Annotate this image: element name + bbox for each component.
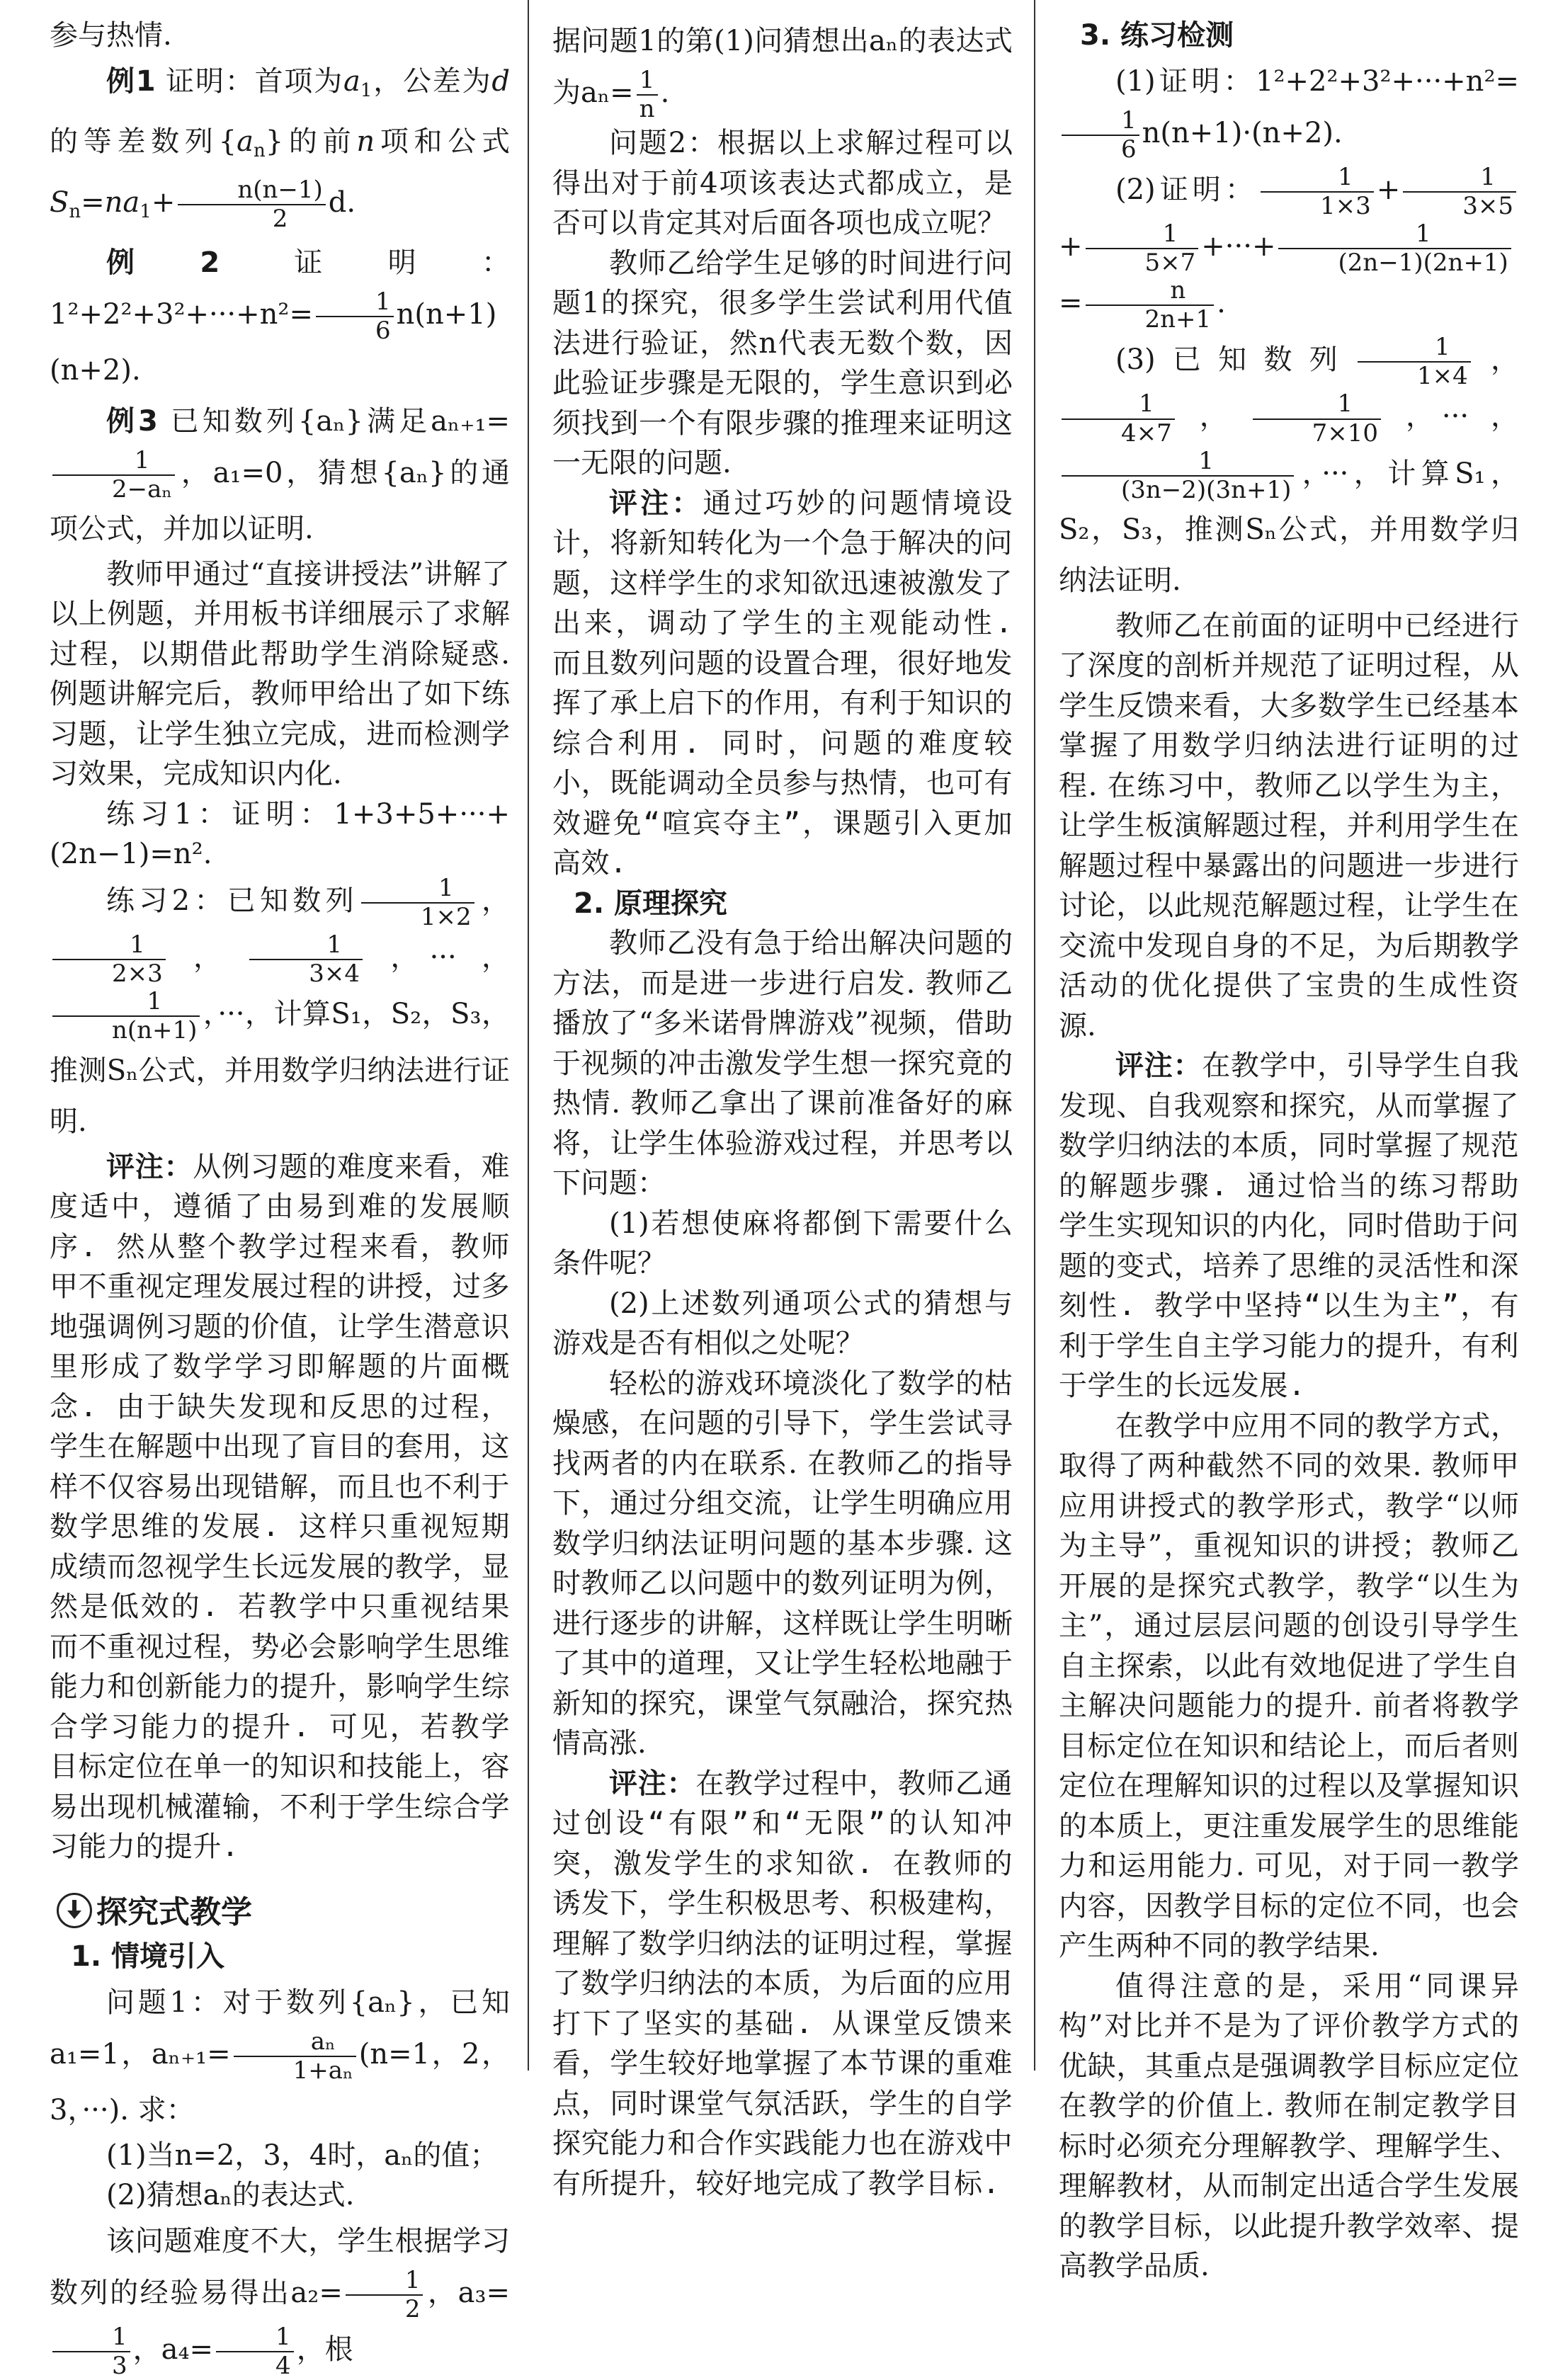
subsection-heading: 3. 练习检测 (1080, 19, 1234, 52)
fraction: $\frac{n(n-1)}{2}$ (178, 176, 325, 233)
fraction: $\frac{1}{1\times 4}$ (1358, 334, 1471, 390)
arrow-down-circle-icon (57, 1893, 92, 1928)
problem-1: 问题1：对于数列{aₙ}，已知a₁=1，aₙ₊₁= $\frac{\text{aₙ}}{\text{1+aₙ}}$ (n=1，2，3，···). 求： (50, 1986, 510, 2126)
fraction: $\frac{1}{1\times 2}$ (361, 875, 474, 931)
problem-1-part-1: (1)当n=2，3，4时，aₙ的值； (106, 2139, 499, 2172)
paragraph: 轻松的游戏环境淡化了数学的枯燥感，在问题的引导下，学生尝试寻找两者的内在联系. 在教师乙的指导下，通过分组交流，让学生明确应用数学归纳法证明问题的基本步骤. 这时教师乙以问题中的数列证明为例，进行逐步的讲解，这样既让学生明晰了其中的道理，又让学生轻松地融于新知的探究，课堂气氛融洽，探究热情高涨. (552, 1367, 1013, 1760)
column-right (1059, 16, 1519, 2287)
paragraph: 教师甲通过“直接讲授法”讲解了以上例题，并用板书详细展示了求解过程，以期借此帮助学生消除疑惑. 例题讲解完后，教师甲给出了如下练习题，让学生独立完成，进而检测学习效果，完成知识内化. (50, 557, 510, 791)
problem-1-part-2: (2)猜想aₙ的表达式. (106, 2179, 355, 2212)
paragraph: 教师乙在前面的证明中已经进行了深度的剖析并规范了证明过程，从学生反馈来看，大多数学生已经基本掌握了用数学归纳法进行证明的过程. 在练习中，教师乙以学生为主，让学生板演解题过程，并利用学生在解题过程中暴露出的问题进一步进行讨论，以此规范解题过程，让学生在交流中发现自身的不足，为后期教学活动的优化提供了宝贵的生成性资源. (1059, 609, 1519, 1042)
example-label: 例3 (106, 404, 158, 438)
exercise-1: (1)证明：1²+2²+3²+···+n²= $\frac{1}{6}$ n(n+1)·(n+2). (1059, 56, 1519, 164)
example-1: 例1 证明：首项为$a_1$，公差为d的等差数列$\{a_n\}$的前n项和公式$S_n=na_1+$ $\frac{n(n-1)}{2}$ d. (50, 64, 511, 233)
fraction: $\frac{1}{1\times 3}$ (1261, 164, 1374, 220)
practice-1: 练习1：证明：1+3+5+···+(2n−1)=n². (50, 797, 510, 871)
paragraph: 据问题1的第(1)问猜想出aₙ的表达式为aₙ= $\frac{1}{n}$ . (552, 25, 1013, 124)
commentary-label: 评注： (106, 1150, 193, 1183)
practice-2: 练习2：已知数列 $\frac{1}{1\times 2}$ ， $\frac{1}{2\times 3}$ ， $\frac{1}{3\times 4}$ ，···， $\frac{1}{n(n+1)}$ ，···，计算S₁，S₂，S₃，推测Sₙ公式，并用数学归纳法进行证明. (50, 873, 510, 1138)
commentary: 评注：在教学过程中，教师乙通过创设“有限”和“无限”的认知冲突，激发学生的求知欲. 在教师的诱发下，学生积极思考、积极建构，理解了数学归纳法的证明过程，掌握了数学归纳法的本质，为后面的应用打下了坚实的基础. 从课堂反馈来看，学生较好地掌握了本节课的重难点，同时课堂气氛活跃，学生的自学探究能力和合作实践能力也在游戏中有所提升，较好地完成了教学目标. (552, 1767, 1013, 2200)
commentary: 评注：从例习题的难度来看，难度适中，遵循了由易到难的发展顺序. 然从整个教学过程来看，教师甲不重视定理发展过程的讲授，过多地强调例习题的价值，让学生潜意识里形成了数学学习即解题的片面概念. 由于缺失发现和反思的过程，学生在解题中出现了盲目的套用，这样不仅容易出现错解，而且也不利于数学思维的发展. 这样只重视短期成绩而忽视学生长远发展的教学，显然是低效的. 若教学中只重视结果而不重视过程，势必会影响学生思维能力和创新能力的提升，影响学生综合学习能力的提升. 可见，若教学目标定位在单一的知识和技能上，容易出现机械灌输，不利于学生综合学习能力的提升. (50, 1150, 511, 1864)
paragraph: 在教学中应用不同的教学方式，取得了两种截然不同的效果. 教师甲应用讲授式的教学形式，教学“以师为主导”，重视知识的讲授；教师乙开展的是探究式教学，教学“以生为主”，通过层层问题的创设引导学生自主探索，以此有效地促进了学生自主解决问题能力的提升. 前者将教学目标定位在知识和结论上，而后者则定位在理解知识的过程以及掌握知识的本质上，更注重发展学生的思维能力和运用能力. 可见，对于同一教学内容，因教学目标的定位不同，也会产生两种不同的教学结果. (1059, 1409, 1519, 1963)
fraction: $\frac{1}{3\times 4}$ (249, 931, 363, 988)
subsection-heading: 1. 情境引入 (71, 1940, 224, 1974)
fraction: $\frac{n}{2n+1}$ (1086, 277, 1215, 334)
paragraph: 参与热情. (50, 19, 172, 52)
fraction: $\frac{1}{2\times 3}$ (52, 931, 166, 988)
paragraph: 教师乙给学生足够的时间进行问题1的探究，很多学生尝试利用代值法进行验证，然n代表无数个数，因此验证步骤是无限的，学生意识到必须找到一个有限步骤的推理来证明这一无限的问题. (552, 246, 1013, 480)
question-item: (2)上述数列通项公式的猜想与游戏是否有相似之处呢？ (552, 1287, 1013, 1360)
column-divider-right (1034, 0, 1035, 2071)
question-item: (1)若想使麻将都倒下需要什么条件呢？ (552, 1207, 1013, 1280)
example-2: 例2 证明：1²+2²+3²+···+n²= $\frac{1}{6}$ n(n+1)(n+2). (50, 246, 510, 387)
fraction: $\frac{1}{6}$ (1062, 107, 1139, 164)
exercise-3: (3)已知数列 $\frac{1}{1\times 4}$ ， $\frac{1}{4\times 7}$ ， $\frac{1}{7\times 10}$ ，···， $\frac{1}{(3n-2)(3n+1)}$ ，···，计算S₁，S₂，S₃，推测Sₙ公式，并用数学归纳法证明. (1059, 333, 1519, 597)
fraction: $\frac{1}{(3n-2)(3n+1)}$ (1062, 448, 1294, 504)
column-divider-left (528, 0, 529, 2071)
fraction: $\frac{1}{6}$ (316, 288, 394, 345)
example-label: 例2 (106, 246, 220, 279)
paragraph: 值得注意的是，采用“同课异构”对比并不是为了评价教学方式的优缺，其重点是强调教学目标应定位在教学的价值上. 教师在制定教学目标时必须充分理解教学、理解学生、理解教材，从而制定出适合学生发展的教学目标，以此提升教学效率、提高教学品质. (1059, 1969, 1519, 2283)
exercise-2: (2)证明： $\frac{1}{1\times 3}$ + $\frac{1}{3\times 5}$ + $\frac{1}{5\times 7}$ +···+ $\frac{1}{(2n-1)(2n+1)}$ = $\frac{n}{2n+1}$ . (1059, 164, 1519, 334)
fraction: $\frac{\text{aₙ}}{\text{1+aₙ}}$ (234, 2028, 356, 2085)
column-left (50, 16, 510, 2380)
example-label: 例1 (106, 64, 156, 98)
subsection-heading: 2. 原理探究 (574, 887, 727, 920)
fraction: $\frac{1}{n}$ (637, 67, 658, 123)
paragraph: 教师乙没有急于给出解决问题的方法，而是进一步进行启发. 教师乙播放了“多米诺骨牌游戏”视频，借助于视频的冲击激发学生想一探究竟的热情. 教师乙拿出了课前准备好的麻将，让学生体验游戏过程，并思考以下问题： (552, 927, 1013, 1200)
fraction: $\frac{1}{\text{2−aₙ}}$ (52, 447, 175, 503)
commentary: 评注：在教学中，引导学生自我发现、自我观察和探究，从而掌握了数学归纳法的本质，同时掌握了规范的解题步骤. 通过恰当的练习帮助学生实现知识的内化，同时借助于问题的变式，培养了思维的灵活性和深刻性. 教学中坚持“以生为主”，有利于学生自主学习能力的提升，有利于学生的长远发展. (1059, 1049, 1520, 1403)
fraction: $\frac{1}{(2n-1)(2n+1)}$ (1278, 220, 1511, 277)
fraction: $\frac{1}{4}$ (216, 2323, 294, 2380)
fraction: $\frac{1}{4\times 7}$ (1062, 390, 1175, 447)
fraction: $\frac{1}{3}$ (52, 2323, 130, 2380)
commentary-label: 评注： (1115, 1049, 1202, 1083)
commentary-label: 评注： (609, 1767, 696, 1800)
fraction: $\frac{1}{3\times 5}$ (1403, 164, 1516, 220)
commentary: 评注：通过巧妙的问题情境设计，将新知转化为一个急于解决的问题，这样学生的求知欲迅速被激发了出来，调动了学生的主观能动性. 而且数列问题的设置合理，很好地发挥了承上启下的作用，有利于知识的综合利用. 同时，问题的难度较小，既能调动全员参与热情，也可有效避免“喧宾夺主”，课题引入更加高效. (552, 486, 1013, 880)
example-3: 例3 已知数列{aₙ}满足aₙ₊₁= $\frac{1}{\text{2−aₙ}}$ ，a₁=0，猜想{aₙ}的通项公式，并加以证明. (50, 404, 510, 545)
fraction: $\frac{1}{5\times 7}$ (1086, 220, 1199, 277)
paragraph: 该问题难度不大，学生根据学习数列的经验易得出a₂= $\frac{1}{2}$ ，a₃= $\frac{1}{3}$ ，a₄= $\frac{1}{4}$ ，根 (50, 2224, 510, 2380)
section-heading: 探究式教学 (57, 1893, 510, 1933)
fraction: $\frac{1}{7\times 10}$ (1253, 390, 1381, 447)
problem-2: 问题2：根据以上求解过程可以得出对于前4项该表达式都成立，是否可以肯定其对后面各项也成立呢？ (552, 127, 1013, 240)
column-middle (552, 16, 1013, 2204)
fraction: $\frac{1}{2}$ (346, 2267, 423, 2323)
commentary-label: 评注： (609, 486, 703, 520)
fraction: $\frac{1}{n(n+1)}$ (52, 988, 200, 1044)
